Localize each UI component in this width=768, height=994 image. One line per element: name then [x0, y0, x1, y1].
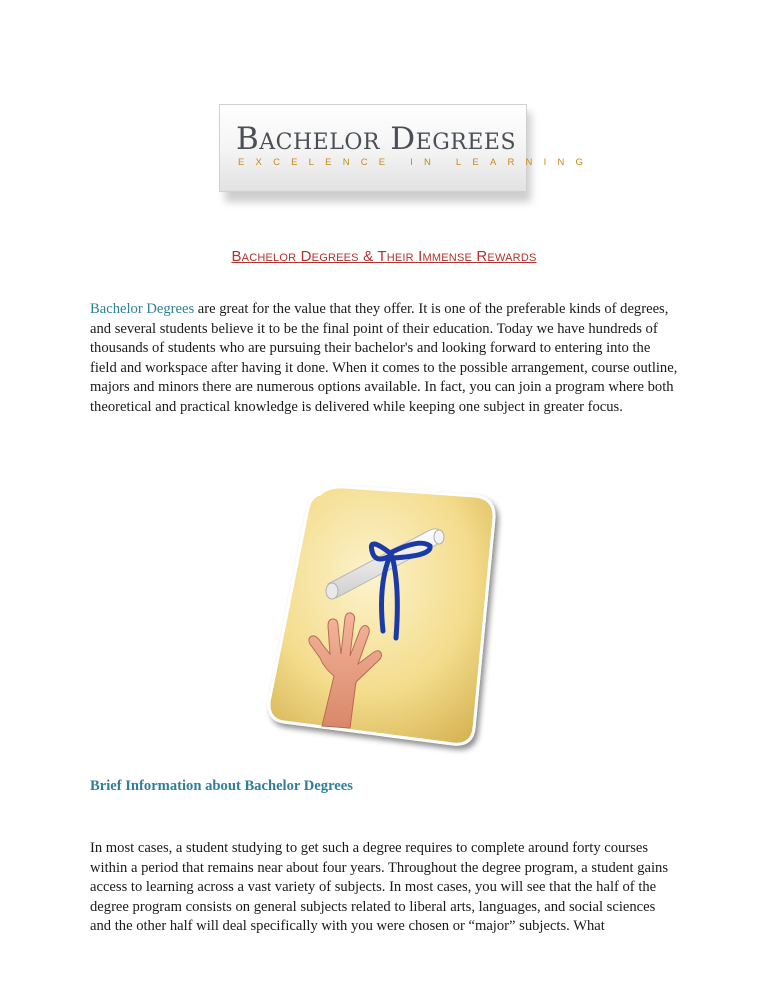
section-title: Brief Information about Bachelor Degrees — [90, 778, 353, 794]
logo-box — [219, 104, 595, 192]
diploma-and-hand-icon — [250, 476, 520, 756]
intro-text: are great for the value that they offer. It is one of the preferable kinds of degrees, and several students believe it to be the final point of their education. Today we have hundreds of thousands of students who are pursuing their bachelor's and looking forward to entering into the field and workspace after having it done. When it comes to the possible arrangement, course outline, majors and minors there are numerous options available. In fact, you can join a program where both theoretical and practical knowledge is delivered while keeping one subject in greater focus. — [90, 301, 678, 415]
logo-banner — [219, 104, 595, 194]
document-heading: Bachelor Degrees & Their Immense Rewards — [231, 248, 537, 265]
intro-term: Bachelor Degrees — [90, 301, 195, 317]
intro-paragraph — [90, 300, 680, 418]
logo-title: Bachelor Degrees — [236, 121, 517, 157]
logo-tagline: EXCELENCE IN LEARNING — [238, 157, 595, 168]
section-paragraph: In most cases, a student studying to get such a degree requires to complete around forty courses within a period that remains near about four years. Throughout the degree program, a student gains access to learning across a vast variety of subjects. In most cases, you will see that the half of the degree program consists on general subjects related to liberal arts, languages, and social sciences and the other half will deal specifically with you were chosen or “major” subjects. What — [90, 840, 669, 935]
illustration-svg — [250, 476, 520, 756]
